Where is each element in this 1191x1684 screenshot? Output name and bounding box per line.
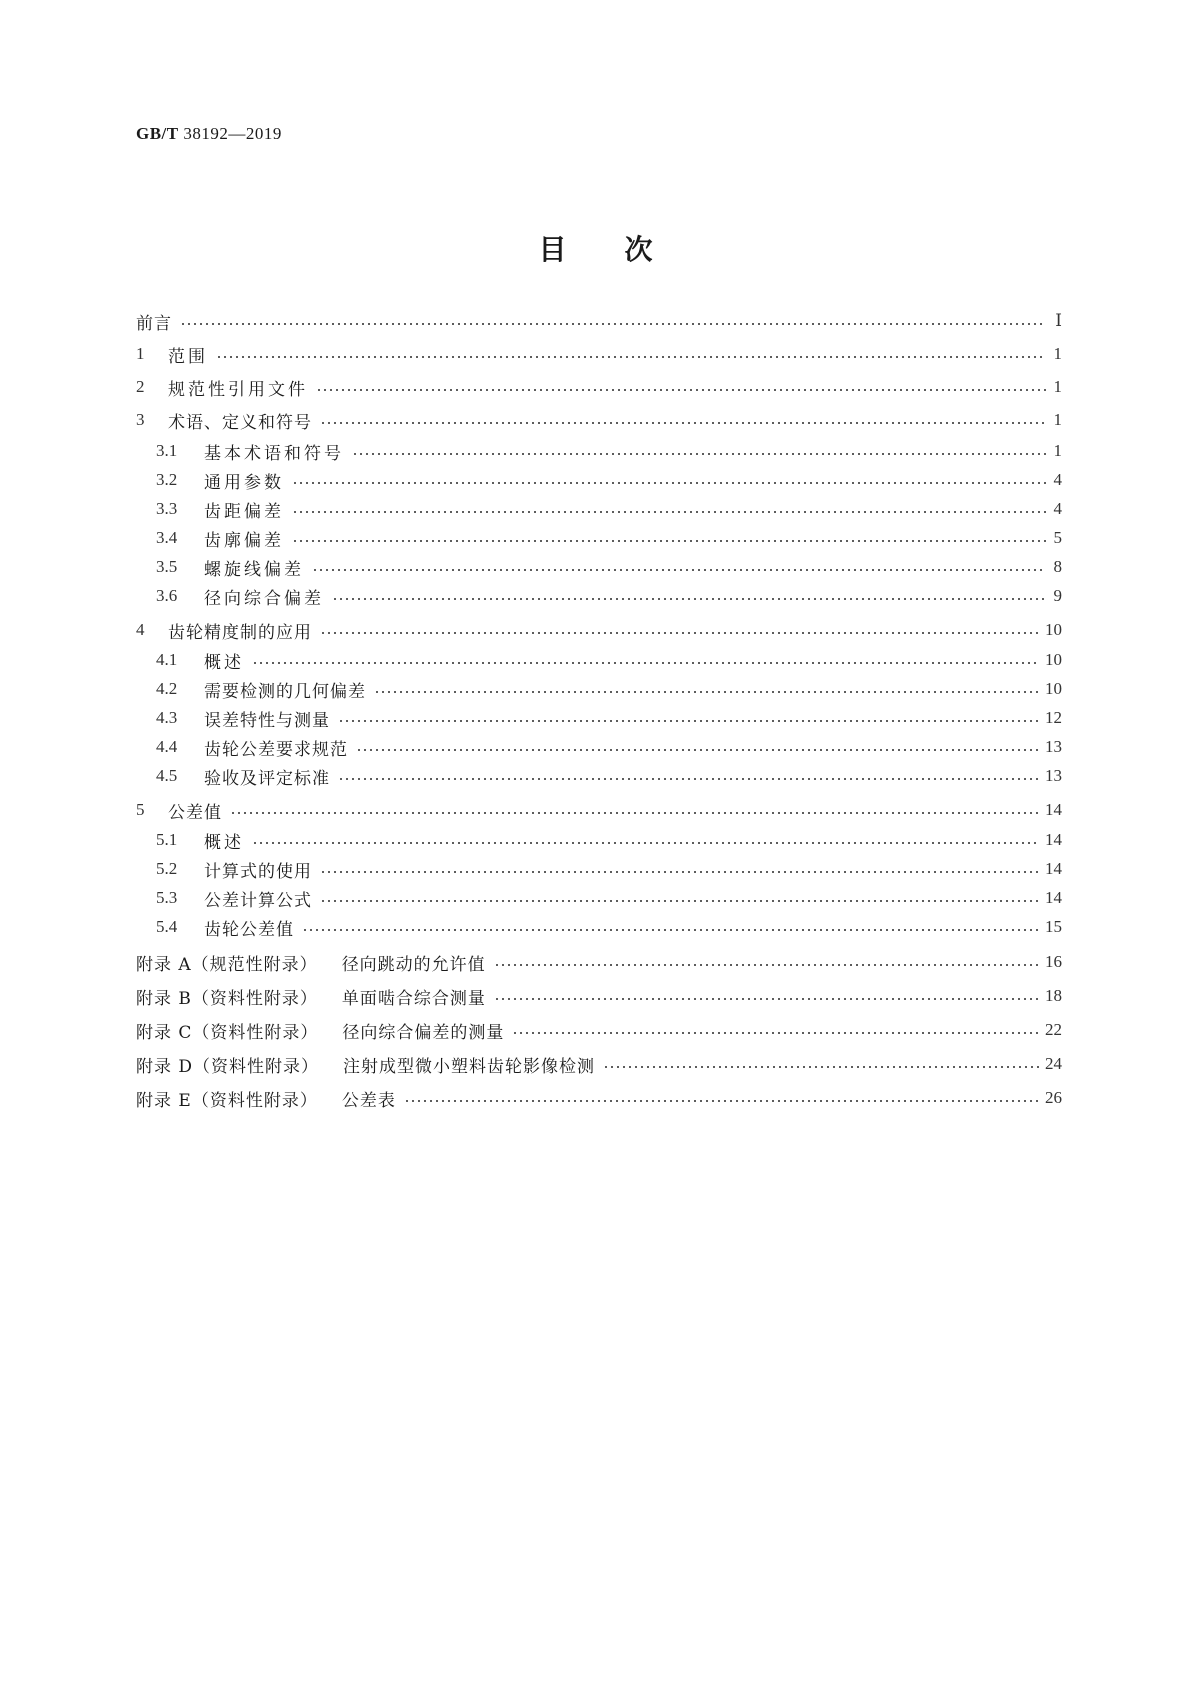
dot-leader [252, 842, 1039, 844]
dot-leader [320, 422, 1046, 424]
toc-entry-label: 注射成型微小塑料齿轮影像检测 [343, 1056, 596, 1077]
toc-entry-label: 通用参数 [204, 472, 284, 493]
toc-entry-appendix-e[interactable] [136, 1085, 1062, 1111]
toc-entry-label: 齿轮精度制的应用 [168, 622, 312, 643]
toc-entry-label: 径向综合偏差 [204, 588, 324, 609]
toc-entry-number: 4.4 [156, 737, 178, 756]
toc-entry-page: 5 [1053, 528, 1062, 547]
dot-leader [320, 632, 1039, 634]
toc-entry-4[interactable] [136, 617, 1062, 643]
dot-leader [374, 691, 1039, 693]
dot-leader [180, 323, 1046, 325]
toc-entry-5-4[interactable] [136, 914, 1062, 940]
toc-entry-number: 1 [136, 344, 145, 363]
toc-appendix-prefix: 附录 E（资料性附录） [136, 1090, 318, 1111]
toc-entry-label: 齿轮公差要求规范 [204, 739, 348, 760]
toc-entry-number: 4.2 [156, 679, 178, 698]
toc-entry-page: 26 [1045, 1088, 1062, 1107]
toc-entry-page: 1 [1053, 344, 1062, 363]
dot-leader [230, 812, 1039, 814]
toc-entry-4-4[interactable] [136, 734, 1062, 760]
toc-entry-appendix-d[interactable] [136, 1051, 1062, 1077]
toc-entry-page: 18 [1045, 986, 1062, 1005]
toc-entry-appendix-c[interactable] [136, 1017, 1062, 1043]
toc-entry-number: 5.1 [156, 830, 178, 849]
toc-entry-1[interactable] [136, 341, 1062, 367]
dot-leader [512, 1032, 1039, 1034]
toc-entry-5-3[interactable] [136, 885, 1062, 911]
toc-entry-appendix-b[interactable] [136, 983, 1062, 1009]
dot-leader [320, 900, 1039, 902]
dot-leader [332, 598, 1046, 600]
toc-entry-number: 5.2 [156, 859, 178, 878]
toc-entry-page: 14 [1045, 800, 1062, 819]
toc-entry-page: 13 [1045, 737, 1062, 756]
toc-entry-page: 9 [1053, 586, 1062, 605]
toc-entry-2[interactable] [136, 374, 1062, 400]
toc-entry-page: 10 [1045, 650, 1062, 669]
toc-entry-page: 8 [1053, 557, 1062, 576]
toc-entry-3[interactable] [136, 407, 1062, 433]
toc-entry-number: 2 [136, 377, 145, 396]
dot-leader [302, 929, 1039, 931]
toc-entry-page: 14 [1045, 888, 1062, 907]
standard-prefix: GB/T [136, 124, 179, 143]
toc-entry-4-2[interactable] [136, 676, 1062, 702]
toc-entry-label: 螺旋线偏差 [204, 559, 304, 580]
toc-entry-label: 规范性引用文件 [168, 379, 308, 400]
dot-leader [404, 1100, 1039, 1102]
toc-entry-5-2[interactable] [136, 856, 1062, 882]
toc-entry-number: 3.2 [156, 470, 178, 489]
toc-entry-page: 1 [1053, 377, 1062, 396]
toc-entry-page: 12 [1045, 708, 1062, 727]
toc-entry-number: 5.3 [156, 888, 178, 907]
dot-leader [356, 749, 1039, 751]
toc-entry-label: 公差计算公式 [204, 890, 312, 911]
toc-entry-page: 24 [1045, 1054, 1062, 1073]
toc-entry-label: 基本术语和符号 [204, 443, 344, 464]
toc-appendix-prefix: 附录 B（资料性附录） [136, 988, 318, 1009]
dot-leader [338, 720, 1039, 722]
dot-leader [603, 1066, 1039, 1068]
toc-entry-label: 验收及评定标准 [204, 768, 330, 789]
toc-entry-appendix-a[interactable] [136, 949, 1062, 975]
dot-leader [252, 662, 1039, 664]
toc-entry-4-3[interactable] [136, 705, 1062, 731]
toc-entry-label: 公差值 [168, 802, 222, 823]
toc-entry-number: 3.3 [156, 499, 178, 518]
toc-entry-number: 3.6 [156, 586, 178, 605]
toc-entry-foreword[interactable] [136, 308, 1062, 334]
toc-entry-3-2[interactable] [136, 467, 1062, 493]
toc-entry-label: 齿廓偏差 [204, 530, 284, 551]
toc-appendix-prefix: 附录 C（资料性附录） [136, 1022, 319, 1043]
toc-entry-page: 1 [1053, 410, 1062, 429]
toc-entry-label: 概述 [204, 652, 244, 673]
toc-entry-page: 13 [1045, 766, 1062, 785]
toc-entry-4-5[interactable] [136, 763, 1062, 789]
toc-entry-label: 公差表 [341, 1090, 396, 1111]
toc-entry-label: 齿轮公差值 [204, 919, 294, 940]
dot-leader [292, 511, 1046, 513]
dot-leader [352, 453, 1046, 455]
toc-entry-3-6[interactable] [136, 583, 1062, 609]
toc-entry-page: 15 [1045, 917, 1062, 936]
toc-entry-page: 14 [1045, 830, 1062, 849]
dot-leader [338, 778, 1039, 780]
toc-entry-number: 3.5 [156, 557, 178, 576]
toc-entry-label: 需要检测的几何偏差 [204, 681, 366, 702]
toc-entry-number: 4.1 [156, 650, 178, 669]
toc-entry-number: 4.5 [156, 766, 178, 785]
dot-leader [320, 871, 1039, 873]
toc-entry-label: 概述 [204, 832, 244, 853]
toc-entry-page: 4 [1053, 470, 1062, 489]
standard-number: 38192—2019 [183, 124, 282, 143]
toc-entry-number: 4.3 [156, 708, 178, 727]
toc-entry-label: 齿距偏差 [204, 501, 284, 522]
toc-entry-label: 范围 [168, 346, 208, 367]
toc-entry-page: 1 [1053, 441, 1062, 460]
toc-entry-5-1[interactable] [136, 827, 1062, 853]
dot-leader [312, 569, 1046, 571]
toc-entry-3-4[interactable] [136, 525, 1062, 551]
toc-entry-page: 10 [1045, 620, 1062, 639]
toc-appendix-prefix: 附录 D（资料性附录） [136, 1056, 320, 1077]
toc-entry-3-1[interactable] [136, 438, 1062, 464]
toc-entry-page: 4 [1053, 499, 1062, 518]
toc-entry-page: 14 [1045, 859, 1062, 878]
toc-entry-label: 误差特性与测量 [204, 710, 330, 731]
toc-entry-label: 径向跳动的允许值 [341, 954, 486, 975]
toc-entry-number: 5 [136, 800, 145, 819]
toc-entry-5[interactable] [136, 797, 1062, 823]
toc-appendix-prefix: 附录 A（规范性附录） [136, 954, 318, 975]
toc-entry-page: 22 [1045, 1020, 1062, 1039]
toc-entry-number: 3.1 [156, 441, 178, 460]
toc-entry-label: 术语、定义和符号 [168, 412, 312, 433]
toc-entry-page: 10 [1045, 679, 1062, 698]
toc-entry-number: 5.4 [156, 917, 178, 936]
toc-entry-number: 3.4 [156, 528, 178, 547]
toc-entry-label: 单面啮合综合测量 [341, 988, 486, 1009]
toc-entry-label: 前言 [136, 313, 172, 334]
dot-leader [292, 482, 1046, 484]
toc-entry-number: 3 [136, 410, 145, 429]
toc-entry-label: 径向综合偏差的测量 [342, 1022, 505, 1043]
toc-title: 目次 [538, 233, 711, 266]
dot-leader [494, 998, 1039, 1000]
standard-code [136, 124, 282, 144]
toc-entry-3-5[interactable] [136, 554, 1062, 580]
dot-leader [316, 389, 1046, 391]
dot-leader [216, 356, 1046, 358]
toc-entry-label: 计算式的使用 [204, 861, 312, 882]
dot-leader [494, 964, 1039, 966]
toc-entry-4-1[interactable] [136, 647, 1062, 673]
toc-entry-page: 16 [1045, 952, 1062, 971]
toc-entry-page: Ⅰ [1055, 311, 1062, 330]
toc-entry-3-3[interactable] [136, 496, 1062, 522]
toc-entry-number: 4 [136, 620, 145, 639]
dot-leader [292, 540, 1046, 542]
